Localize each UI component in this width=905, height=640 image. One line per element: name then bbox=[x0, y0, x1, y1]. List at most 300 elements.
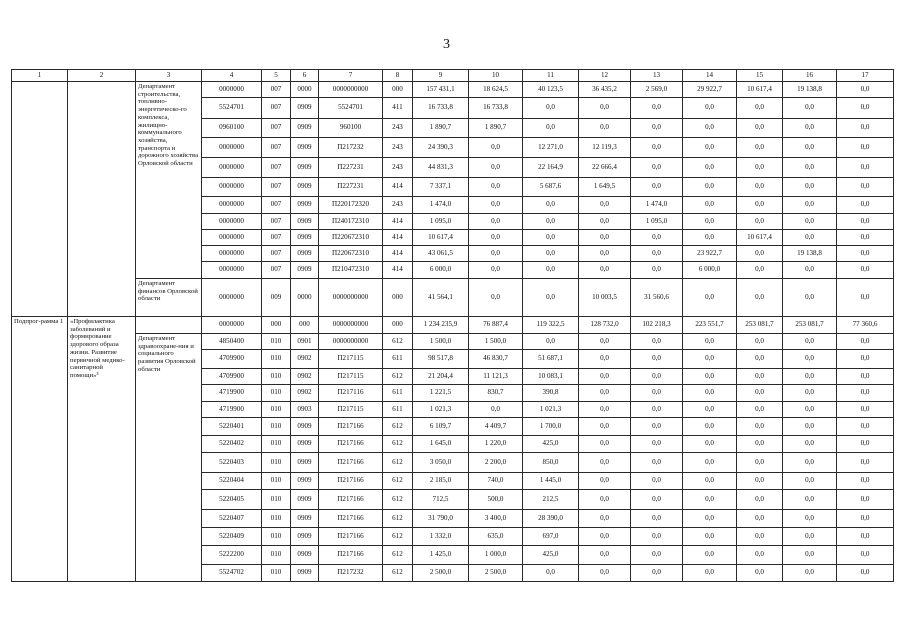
table-cell: 611 bbox=[383, 350, 413, 369]
table-cell: 2 500,0 bbox=[413, 565, 469, 582]
table-cell: 0909 bbox=[291, 230, 319, 246]
table-cell: 960100 bbox=[319, 119, 383, 138]
table-cell: 0,0 bbox=[837, 98, 894, 119]
table-cell: 0,0 bbox=[783, 214, 837, 230]
table-cell: 0,0 bbox=[631, 262, 683, 279]
table-cell: 0000 bbox=[291, 279, 319, 317]
column-header: 15 bbox=[737, 70, 783, 82]
table-cell: 0,0 bbox=[837, 214, 894, 230]
table-cell: 0,0 bbox=[783, 402, 837, 418]
table-cell: 6 000,0 bbox=[683, 262, 737, 279]
table-cell: 5524702 bbox=[202, 565, 262, 582]
table-cell: 1 474,0 bbox=[631, 197, 683, 214]
table-cell: 500,0 bbox=[469, 490, 523, 510]
table-cell: 612 bbox=[383, 473, 413, 490]
table-cell: 157 431,1 bbox=[413, 82, 469, 98]
table-cell: 0,0 bbox=[683, 279, 737, 317]
table-cell: 0909 bbox=[291, 158, 319, 178]
table-row bbox=[12, 334, 894, 350]
table-cell: 0903 bbox=[291, 402, 319, 418]
table-cell: 0000000 bbox=[202, 158, 262, 178]
table-cell: 1 234 235,9 bbox=[413, 317, 469, 334]
table-cell: 0,0 bbox=[837, 473, 894, 490]
table-cell: 19 138,8 bbox=[783, 82, 837, 98]
table-cell: 0,0 bbox=[523, 197, 579, 214]
table-cell: 5220404 bbox=[202, 473, 262, 490]
table-cell: 46 830,7 bbox=[469, 350, 523, 369]
table-cell: П220172320 bbox=[319, 197, 383, 214]
table-cell: 0909 bbox=[291, 418, 319, 436]
table-cell: 0909 bbox=[291, 528, 319, 546]
table-cell: 000 bbox=[262, 317, 291, 334]
table-cell: 1 220,0 bbox=[469, 436, 523, 453]
table-cell: 010 bbox=[262, 490, 291, 510]
table-cell: 1 890,7 bbox=[413, 119, 469, 138]
table-cell: 253 081,7 bbox=[737, 317, 783, 334]
table-cell: 0,0 bbox=[783, 418, 837, 436]
table-cell: 0909 bbox=[291, 453, 319, 473]
table-cell: 0,0 bbox=[683, 334, 737, 350]
table-cell: 0,0 bbox=[469, 158, 523, 178]
table-cell: 0,0 bbox=[579, 436, 631, 453]
table-cell: 41 564,1 bbox=[413, 279, 469, 317]
table-cell: 28 390,0 bbox=[523, 510, 579, 528]
table-cell: 0,0 bbox=[737, 402, 783, 418]
table-cell: 0,0 bbox=[631, 98, 683, 119]
table-cell: 0,0 bbox=[837, 453, 894, 473]
table-cell: 612 bbox=[383, 436, 413, 453]
table-cell: 10 617,4 bbox=[737, 230, 783, 246]
column-header: 12 bbox=[579, 70, 631, 82]
table-cell: 010 bbox=[262, 546, 291, 565]
table-cell: 0,0 bbox=[737, 453, 783, 473]
table-cell: 0,0 bbox=[783, 436, 837, 453]
table-cell: 000 bbox=[383, 317, 413, 334]
table-cell: 0,0 bbox=[837, 230, 894, 246]
table-cell: 0,0 bbox=[737, 546, 783, 565]
table-cell: 0,0 bbox=[783, 510, 837, 528]
table-cell: 0,0 bbox=[837, 436, 894, 453]
table-cell: 119 322,5 bbox=[523, 317, 579, 334]
table-cell: 0,0 bbox=[683, 350, 737, 369]
column-header: 8 bbox=[383, 70, 413, 82]
table-cell: 0,0 bbox=[631, 436, 683, 453]
table-cell: 0,0 bbox=[737, 197, 783, 214]
table-cell: 0,0 bbox=[837, 402, 894, 418]
table-cell: 1 700,0 bbox=[523, 418, 579, 436]
table-cell: 0000000 bbox=[202, 279, 262, 317]
table-cell: 0,0 bbox=[469, 214, 523, 230]
table-cell: 0,0 bbox=[737, 334, 783, 350]
table-cell: 0,0 bbox=[631, 490, 683, 510]
table-cell: 12 271,0 bbox=[523, 138, 579, 158]
table-cell: 5524701 bbox=[319, 98, 383, 119]
table-cell: 425,0 bbox=[523, 436, 579, 453]
table-cell: 0000000000 bbox=[319, 317, 383, 334]
table-cell: 0,0 bbox=[631, 138, 683, 158]
column-header: 2 bbox=[68, 70, 136, 82]
table-cell: 0000000 bbox=[202, 262, 262, 279]
table-cell: 24 390,3 bbox=[413, 138, 469, 158]
table-cell: 0,0 bbox=[783, 369, 837, 385]
table-cell: 5220409 bbox=[202, 528, 262, 546]
table-cell: 0,0 bbox=[683, 385, 737, 402]
table-cell: 0909 bbox=[291, 214, 319, 230]
table-cell: 0,0 bbox=[579, 98, 631, 119]
column-header: 1 bbox=[12, 70, 68, 82]
column-header: 7 bbox=[319, 70, 383, 82]
table-cell: 10 003,5 bbox=[579, 279, 631, 317]
table-cell: 5524701 bbox=[202, 98, 262, 119]
table-cell: 1 221,5 bbox=[413, 385, 469, 402]
table-cell: 3 400,0 bbox=[469, 510, 523, 528]
table-cell: 0,0 bbox=[469, 138, 523, 158]
table-cell: 10 083,1 bbox=[523, 369, 579, 385]
table-cell: 0,0 bbox=[737, 565, 783, 582]
table-cell: П217166 bbox=[319, 528, 383, 546]
table-cell: 11 121,3 bbox=[469, 369, 523, 385]
table-cell: 0,0 bbox=[469, 230, 523, 246]
table-cell: 0,0 bbox=[469, 197, 523, 214]
table-cell: 0,0 bbox=[683, 436, 737, 453]
table-cell: 007 bbox=[262, 82, 291, 98]
table-cell: 0,0 bbox=[579, 528, 631, 546]
table-cell: 612 bbox=[383, 418, 413, 436]
table-cell: 0,0 bbox=[683, 565, 737, 582]
table-cell: 0,0 bbox=[631, 158, 683, 178]
table-cell: 0,0 bbox=[579, 197, 631, 214]
table-cell: 0,0 bbox=[837, 369, 894, 385]
table-cell: 0909 bbox=[291, 178, 319, 197]
table-cell: П240172310 bbox=[319, 214, 383, 230]
table-cell: 0,0 bbox=[783, 230, 837, 246]
column-header: 4 bbox=[202, 70, 262, 82]
table-cell: 0,0 bbox=[737, 158, 783, 178]
table-cell: 0,0 bbox=[683, 453, 737, 473]
table-cell: 0909 bbox=[291, 473, 319, 490]
table-cell: 4 409,7 bbox=[469, 418, 523, 436]
table-cell: 5 687,6 bbox=[523, 178, 579, 197]
table-cell: 0,0 bbox=[631, 402, 683, 418]
table-cell: 0,0 bbox=[523, 230, 579, 246]
table-cell: 5220405 bbox=[202, 490, 262, 510]
table-cell: 0,0 bbox=[783, 119, 837, 138]
column-header: 10 bbox=[469, 70, 523, 82]
executor-cell: Департамент строительства, топливно-энергетическо-го комплекса, жилищно-коммунального хозяйства, транспорта и дорожного хозяйства Орловской области bbox=[136, 82, 202, 279]
table-cell: 2 569,0 bbox=[631, 82, 683, 98]
table-cell: 0,0 bbox=[783, 473, 837, 490]
table-cell: 0,0 bbox=[631, 453, 683, 473]
table-cell: 40 123,5 bbox=[523, 82, 579, 98]
table-cell: 102 218,3 bbox=[631, 317, 683, 334]
table-cell: 43 061,5 bbox=[413, 246, 469, 262]
table-cell: 0,0 bbox=[631, 565, 683, 582]
table-cell: 0000000000 bbox=[319, 334, 383, 350]
table-cell: 0,0 bbox=[737, 350, 783, 369]
table-cell: 612 bbox=[383, 546, 413, 565]
table-cell: 0,0 bbox=[631, 418, 683, 436]
table-cell: 007 bbox=[262, 230, 291, 246]
table-cell: 000 bbox=[383, 82, 413, 98]
table-cell: 0,0 bbox=[683, 138, 737, 158]
table-row bbox=[12, 279, 894, 317]
table-cell: 0,0 bbox=[737, 279, 783, 317]
table-cell: 697,0 bbox=[523, 528, 579, 546]
table-cell: 0,0 bbox=[683, 158, 737, 178]
column-header: 16 bbox=[783, 70, 837, 82]
table-cell: 0,0 bbox=[783, 279, 837, 317]
table-cell: 0,0 bbox=[579, 565, 631, 582]
table-cell: 010 bbox=[262, 436, 291, 453]
table-cell: 4709900 bbox=[202, 369, 262, 385]
table-cell: 010 bbox=[262, 334, 291, 350]
table-cell: 243 bbox=[383, 197, 413, 214]
table-cell: 0,0 bbox=[683, 178, 737, 197]
table-cell: 0,0 bbox=[631, 546, 683, 565]
table-cell: 3 050,0 bbox=[413, 453, 469, 473]
table-cell: П217232 bbox=[319, 138, 383, 158]
table-cell: 010 bbox=[262, 473, 291, 490]
table-cell: 0,0 bbox=[579, 369, 631, 385]
table-cell: 0,0 bbox=[783, 385, 837, 402]
table-cell: 612 bbox=[383, 334, 413, 350]
table-cell: П217232 bbox=[319, 565, 383, 582]
column-header: 6 bbox=[291, 70, 319, 82]
column-header: 13 bbox=[631, 70, 683, 82]
table-cell: 7 337,1 bbox=[413, 178, 469, 197]
table-row bbox=[12, 82, 894, 98]
table-cell: 740,0 bbox=[469, 473, 523, 490]
table-cell: 0,0 bbox=[523, 246, 579, 262]
table-cell: 0,0 bbox=[737, 369, 783, 385]
table-cell: 712,5 bbox=[413, 490, 469, 510]
table-cell: 0902 bbox=[291, 369, 319, 385]
table-cell: 010 bbox=[262, 453, 291, 473]
table-cell: 44 831,3 bbox=[413, 158, 469, 178]
table-cell: 0,0 bbox=[737, 528, 783, 546]
table-cell: 0,0 bbox=[469, 402, 523, 418]
table-cell: 0,0 bbox=[837, 262, 894, 279]
table-cell: 0909 bbox=[291, 490, 319, 510]
table-cell: 0,0 bbox=[579, 546, 631, 565]
table-cell: 23 922,7 bbox=[683, 246, 737, 262]
table-cell: 0,0 bbox=[837, 528, 894, 546]
column-header: 17 bbox=[837, 70, 894, 82]
table-cell: 0,0 bbox=[683, 490, 737, 510]
table-cell: 007 bbox=[262, 262, 291, 279]
table-cell: 0000000 bbox=[202, 317, 262, 334]
table-cell: 0909 bbox=[291, 262, 319, 279]
table-cell: 0,0 bbox=[683, 546, 737, 565]
table-cell: 0,0 bbox=[469, 262, 523, 279]
table-row bbox=[12, 317, 894, 334]
column-header: 14 bbox=[683, 70, 737, 82]
table-cell: 0,0 bbox=[523, 214, 579, 230]
table-cell: 390,8 bbox=[523, 385, 579, 402]
table-cell: 5220402 bbox=[202, 436, 262, 453]
table-cell: 0000 bbox=[291, 82, 319, 98]
table-cell: 010 bbox=[262, 385, 291, 402]
table-cell: 5222200 bbox=[202, 546, 262, 565]
table-cell: 0,0 bbox=[579, 490, 631, 510]
column-header: 5 bbox=[262, 70, 291, 82]
table-cell: 0960100 bbox=[202, 119, 262, 138]
table-cell: 0,0 bbox=[783, 158, 837, 178]
table-cell: 4719900 bbox=[202, 385, 262, 402]
table-cell: 31 560,6 bbox=[631, 279, 683, 317]
table-cell: 414 bbox=[383, 262, 413, 279]
table-cell: 0000000000 bbox=[319, 279, 383, 317]
table-cell: П217166 bbox=[319, 546, 383, 565]
table-cell: 0000000 bbox=[202, 82, 262, 98]
table-cell: 5220403 bbox=[202, 453, 262, 473]
table-cell: 0,0 bbox=[737, 473, 783, 490]
table-cell: П217166 bbox=[319, 510, 383, 528]
table-cell: 0,0 bbox=[631, 230, 683, 246]
budget-table bbox=[11, 69, 894, 582]
table-cell: 1 649,5 bbox=[579, 178, 631, 197]
page-number: 3 bbox=[443, 37, 450, 52]
table-cell: 4850400 bbox=[202, 334, 262, 350]
table-cell: 612 bbox=[383, 510, 413, 528]
table-cell: 007 bbox=[262, 138, 291, 158]
table-cell: 0901 bbox=[291, 334, 319, 350]
table-cell: 0,0 bbox=[631, 350, 683, 369]
table-cell: 0,0 bbox=[631, 178, 683, 197]
table-cell: 0,0 bbox=[579, 385, 631, 402]
table-cell: 223 551,7 bbox=[683, 317, 737, 334]
table-cell: 0909 bbox=[291, 197, 319, 214]
executor-cell: Департамент здравоохране-ния и социального развития Орловской области bbox=[136, 334, 202, 582]
table-cell: 0,0 bbox=[523, 279, 579, 317]
table-cell: 0909 bbox=[291, 546, 319, 565]
table-cell: 0,0 bbox=[737, 138, 783, 158]
table-cell: 0,0 bbox=[837, 197, 894, 214]
table-cell: 0,0 bbox=[683, 369, 737, 385]
table-cell: 0909 bbox=[291, 565, 319, 582]
table-cell: 0,0 bbox=[783, 528, 837, 546]
table-cell: 0,0 bbox=[579, 246, 631, 262]
table-cell: 0,0 bbox=[469, 279, 523, 317]
table-cell: 000 bbox=[383, 279, 413, 317]
table-cell: 0,0 bbox=[631, 334, 683, 350]
table-cell: 612 bbox=[383, 528, 413, 546]
table-cell: 0,0 bbox=[783, 546, 837, 565]
table-cell: 1 474,0 bbox=[413, 197, 469, 214]
table-cell: 0,0 bbox=[469, 178, 523, 197]
table-cell: 0,0 bbox=[783, 490, 837, 510]
table-cell: 98 517,8 bbox=[413, 350, 469, 369]
table-cell: 0000000 bbox=[202, 197, 262, 214]
table-cell: 0,0 bbox=[737, 418, 783, 436]
table-cell: 16 733,8 bbox=[469, 98, 523, 119]
table-cell: 0,0 bbox=[737, 178, 783, 197]
table-cell: 10 617,4 bbox=[413, 230, 469, 246]
table-cell: 77 360,6 bbox=[837, 317, 894, 334]
table-cell: 6 000,0 bbox=[413, 262, 469, 279]
table-cell: 0,0 bbox=[837, 119, 894, 138]
table-cell: 0909 bbox=[291, 436, 319, 453]
table-cell: 0,0 bbox=[631, 246, 683, 262]
table-cell: 0,0 bbox=[683, 230, 737, 246]
table-cell: 22 666,4 bbox=[579, 158, 631, 178]
table-cell: 0,0 bbox=[837, 158, 894, 178]
table-cell: 0,0 bbox=[579, 214, 631, 230]
table-cell: 612 bbox=[383, 369, 413, 385]
table-cell: 1 021,3 bbox=[523, 402, 579, 418]
table-cell: П217115 bbox=[319, 369, 383, 385]
table-cell: 850,0 bbox=[523, 453, 579, 473]
table-cell: 010 bbox=[262, 510, 291, 528]
table-cell: 0,0 bbox=[683, 197, 737, 214]
table-cell: 0,0 bbox=[837, 138, 894, 158]
table-cell: 007 bbox=[262, 214, 291, 230]
table-cell: 635,0 bbox=[469, 528, 523, 546]
program-name-cell bbox=[68, 82, 136, 317]
table-cell: П217116 bbox=[319, 385, 383, 402]
program-cell: Подпрог-рамма 1 bbox=[12, 317, 68, 582]
table-cell: 0,0 bbox=[783, 350, 837, 369]
table-cell: 0,0 bbox=[683, 98, 737, 119]
table-cell: 010 bbox=[262, 369, 291, 385]
table-cell: 0,0 bbox=[523, 98, 579, 119]
table-cell: 5220407 bbox=[202, 510, 262, 528]
table-cell: 0,0 bbox=[579, 334, 631, 350]
table-cell: 007 bbox=[262, 158, 291, 178]
table-cell: 0,0 bbox=[579, 262, 631, 279]
table-cell: 0000000000 bbox=[319, 82, 383, 98]
table-cell: 0,0 bbox=[837, 490, 894, 510]
table-cell: 1 890,7 bbox=[469, 119, 523, 138]
table-cell: 0,0 bbox=[837, 510, 894, 528]
table-cell: 0,0 bbox=[683, 528, 737, 546]
table-cell: 007 bbox=[262, 98, 291, 119]
table-cell: 0,0 bbox=[837, 246, 894, 262]
table-cell: 128 732,0 bbox=[579, 317, 631, 334]
table-cell: 0,0 bbox=[579, 402, 631, 418]
table-cell: 22 164,9 bbox=[523, 158, 579, 178]
table-cell: 0,0 bbox=[523, 119, 579, 138]
table-cell: П217166 bbox=[319, 490, 383, 510]
column-header: 9 bbox=[413, 70, 469, 82]
table-cell: 1 332,0 bbox=[413, 528, 469, 546]
table-cell: 1 500,0 bbox=[469, 334, 523, 350]
table-cell: 0,0 bbox=[523, 565, 579, 582]
executor-cell: Департамент финансов Орловской области bbox=[136, 279, 202, 317]
table-cell: 0,0 bbox=[837, 546, 894, 565]
table-cell: 21 204,4 bbox=[413, 369, 469, 385]
table-cell: 0,0 bbox=[737, 246, 783, 262]
table-cell: 1 425,0 bbox=[413, 546, 469, 565]
table-cell: 0,0 bbox=[683, 510, 737, 528]
table-cell: 19 138,8 bbox=[783, 246, 837, 262]
table-cell: 51 687,1 bbox=[523, 350, 579, 369]
table-cell: 31 790,0 bbox=[413, 510, 469, 528]
table-cell: 0000000 bbox=[202, 178, 262, 197]
table-cell: 243 bbox=[383, 138, 413, 158]
table-cell: 0,0 bbox=[737, 385, 783, 402]
table-cell: 0,0 bbox=[783, 178, 837, 197]
program-cell bbox=[12, 82, 68, 317]
table-cell: П210472310 bbox=[319, 262, 383, 279]
table-cell: 0,0 bbox=[737, 262, 783, 279]
table-cell: 10 617,4 bbox=[737, 82, 783, 98]
executor-cell bbox=[136, 317, 202, 334]
table-cell: 0,0 bbox=[737, 490, 783, 510]
table-cell: 612 bbox=[383, 453, 413, 473]
table-cell: 0,0 bbox=[631, 385, 683, 402]
table-cell: 0,0 bbox=[683, 473, 737, 490]
